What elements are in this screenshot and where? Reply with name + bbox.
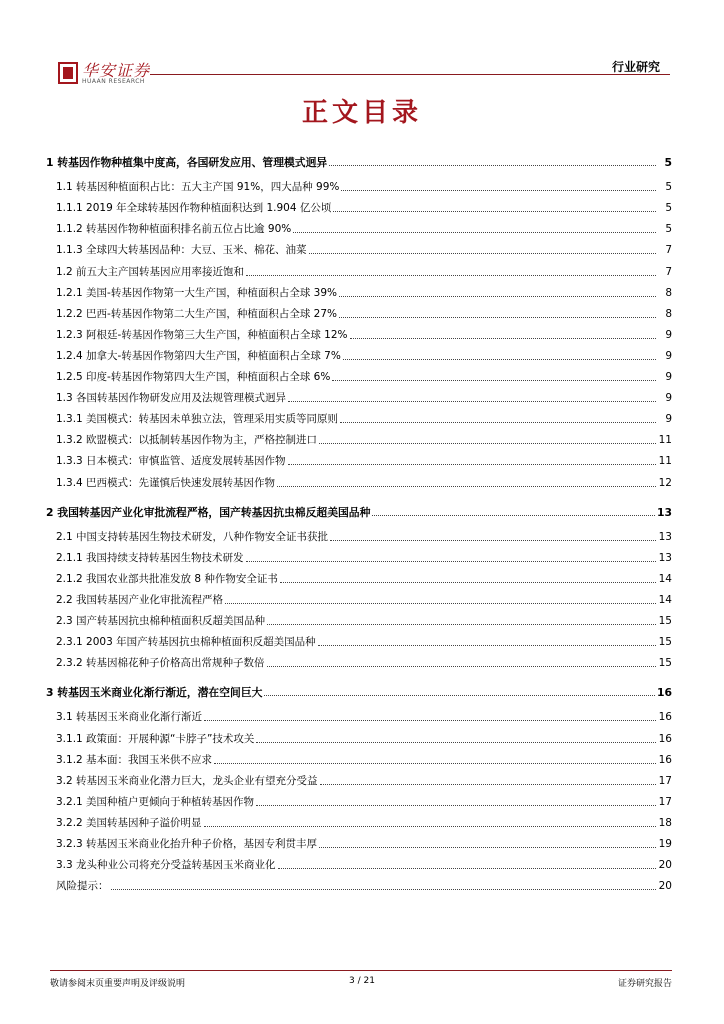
toc-entry-label: 2.1 中国支持转基因生物技术研发，八种作物安全证书获批 (56, 530, 329, 543)
toc-entry-label: 2.2 我国转基因产业化审批流程严格 (56, 593, 224, 606)
toc-leader-dots (329, 165, 656, 166)
header-divider (150, 74, 670, 75)
toc-entry-label: 3.2.3 转基因玉米商业化抬升种子价格，基因专利贯丰厚 (56, 838, 318, 850)
toc-leader-dots (318, 645, 656, 646)
toc-leader-dots (339, 296, 656, 297)
toc-entry[interactable] (46, 746, 672, 767)
toc-entry-label: 1.3.4 巴西模式：先谨慎后快速发展转基因作物 (56, 476, 276, 489)
toc-entry-page: 5 (664, 156, 672, 170)
toc-leader-dots (332, 380, 656, 381)
toc-entry-label: 2 我国转基因产业化审批流程严格，国产转基因抗虫棉反超美国品种 (46, 505, 371, 519)
toc-leader-dots (339, 317, 656, 318)
toc-entry-page: 18 (658, 816, 672, 829)
footer-report-type: 证券研究报告 (617, 979, 672, 989)
footer-divider (50, 970, 672, 971)
toc-entry[interactable] (46, 788, 672, 809)
toc-entry-page: 15 (658, 657, 672, 670)
toc-entry[interactable] (46, 628, 672, 649)
toc-entry-label: 2.3.1 2003 年国产转基因抗虫棉种植面积反超美国品种 (56, 636, 316, 649)
toc-entry-label: 1.1.1 2019 年全球转基因作物种植面积达到 1.904 亿公顷 (56, 202, 332, 215)
toc-entry-label: 2.3 国产转基因抗虫棉种植面积反超美国品种 (56, 615, 266, 628)
toc-entry[interactable] (46, 544, 672, 565)
toc-entry-page: 14 (658, 593, 672, 606)
toc-entry[interactable] (46, 236, 672, 257)
toc-entry-label: 1.3.1 美国模式：转基因未单独立法，管理采用实质等同原则 (56, 413, 339, 426)
toc-entry-page: 8 (665, 307, 672, 320)
toc-leader-dots (246, 275, 656, 276)
toc-entry-page: 13 (656, 505, 672, 519)
toc-entry[interactable] (46, 498, 672, 519)
toc-leader-dots (204, 826, 656, 827)
company-logo-subtitle: HUAAN RESEARCH (82, 78, 145, 85)
toc-entry-page: 13 (658, 530, 672, 543)
toc-entry-page: 15 (658, 636, 672, 649)
company-logo-text: 华安证券 (82, 61, 151, 80)
toc-entry[interactable] (46, 173, 672, 194)
toc-entry[interactable] (46, 586, 672, 607)
toc-entry-page: 9 (665, 392, 672, 405)
toc-entry-page: 14 (658, 572, 672, 585)
toc-leader-dots (256, 805, 656, 806)
toc-entry-label: 1.3.3 日本模式：审慎监管、适度发展转基因作物 (56, 455, 286, 468)
toc-leader-dots (343, 359, 656, 360)
toc-leader-dots (256, 742, 656, 743)
toc-entry[interactable] (46, 148, 672, 169)
toc-leader-dots (214, 763, 656, 764)
toc-entry[interactable] (46, 426, 672, 447)
toc-leader-dots (340, 422, 656, 423)
toc-entry-label: 1.1.2 转基因作物种植面积排名前五位占比逾 90% (56, 223, 292, 236)
toc-entry-page: 5 (665, 223, 672, 236)
toc-entry[interactable] (46, 565, 672, 586)
toc-entry-page: 17 (658, 795, 672, 808)
toc-entry-label: 3.1.1 政策面：开展种源“卡脖子”技术攻关 (56, 732, 255, 745)
toc-entry[interactable] (46, 279, 672, 300)
company-logo-icon (58, 62, 78, 84)
toc-leader-dots (288, 464, 656, 465)
toc-leader-dots (309, 253, 656, 254)
page-title: 正文目录 (301, 98, 422, 128)
toc-entry[interactable] (46, 678, 672, 699)
toc-leader-dots (246, 561, 656, 562)
toc-entry-page: 9 (665, 328, 672, 341)
toc-entry[interactable] (46, 523, 672, 544)
toc-entry-page: 19 (658, 838, 672, 850)
page-number: 3 / 21 (349, 976, 375, 986)
toc-entry-label: 2.1.1 我国持续支持转基因生物技术研发 (56, 551, 244, 564)
toc-entry[interactable] (46, 194, 672, 215)
toc-entry-page: 17 (658, 774, 672, 787)
toc-entry[interactable] (46, 300, 672, 321)
toc-entry-page: 5 (665, 181, 672, 194)
toc-entry-label: 1.2.5 印度-转基因作物第四大生产国，种植面积占全球 6% (56, 371, 331, 384)
toc-entry[interactable] (46, 342, 672, 363)
toc-entry-label: 1.2.4 加拿大-转基因作物第四大生产国，种植面积占全球 7% (56, 349, 341, 362)
toc-entry-page: 20 (658, 859, 672, 872)
toc-leader-dots (225, 603, 656, 604)
toc-entry[interactable] (46, 468, 672, 489)
toc-entry[interactable] (46, 830, 672, 851)
toc-entry-label: 1 转基因作物种植集中度高，各国研发应用、管理模式迥异 (46, 156, 328, 170)
toc-leader-dots (320, 784, 656, 785)
toc-entry-page: 16 (658, 711, 672, 724)
toc-entry-label: 1.1 转基因种植面积占比：五大主产国 91%，四大品种 99% (56, 181, 340, 194)
toc-entry[interactable] (46, 809, 672, 830)
toc-entry-page: 11 (658, 434, 672, 447)
toc-leader-dots (267, 624, 656, 625)
toc-leader-dots (111, 889, 657, 890)
toc-entry-label: 3.2.1 美国种植户更倾向于种植转基因作物 (56, 795, 255, 808)
toc-leader-dots (341, 190, 656, 191)
toc-entry-label: 风险提示： (56, 880, 109, 893)
toc-leader-dots (264, 695, 655, 696)
toc-entry[interactable] (46, 851, 672, 872)
toc-entry-label: 2.1.2 我国农业部共批准发放 8 种作物安全证书 (56, 572, 278, 585)
toc-entry-label: 1.2.3 阿根廷-转基因作物第三大生产国，种植面积占全球 12% (56, 328, 348, 341)
toc-entry-label: 1.1.3 全球四大转基因品种：大豆、玉米、棉花、油菜 (56, 244, 307, 257)
toc-entry-page: 7 (665, 244, 672, 257)
toc-entry-page: 5 (665, 202, 672, 215)
toc-entry[interactable] (46, 607, 672, 628)
toc-entry[interactable] (46, 321, 672, 342)
toc-entry-label: 3.3 龙头种业公司将充分受益转基因玉米商业化 (56, 859, 276, 872)
toc-entry-label: 1.2 前五大主产国转基因应用率接近饱和 (56, 265, 245, 278)
toc-leader-dots (293, 232, 656, 233)
toc-leader-dots (278, 868, 656, 869)
toc-entry-label: 2.3.2 转基因棉花种子价格高出常规种子数倍 (56, 657, 265, 670)
toc-entry-page: 16 (656, 686, 672, 700)
toc-entry-label: 3.1 转基因玉米商业化渐行渐近 (56, 711, 203, 724)
toc-entry-label: 3.2 转基因玉米商业化潜力巨大，龙头企业有望充分受益 (56, 774, 318, 787)
toc-entry-page: 9 (665, 413, 672, 426)
toc-entry-label: 1.3.2 欧盟模式：以抵制转基因作物为主，严格控制进口 (56, 434, 318, 447)
toc-entry[interactable] (46, 405, 672, 426)
toc-entry[interactable] (46, 724, 672, 745)
toc-entry-page: 11 (658, 455, 672, 468)
report-category: 行业研究 (611, 60, 660, 74)
toc-entry-page: 13 (658, 551, 672, 564)
toc-leader-dots (267, 666, 656, 667)
toc-entry[interactable] (46, 257, 672, 278)
toc-entry-page: 16 (658, 732, 672, 745)
page-header (50, 50, 670, 90)
toc-entry[interactable] (46, 215, 672, 236)
toc-entry[interactable] (46, 872, 672, 893)
toc-leader-dots (319, 443, 656, 444)
toc-entry-page: 8 (665, 286, 672, 299)
toc-leader-dots (288, 401, 656, 402)
toc-leader-dots (372, 515, 655, 516)
toc-entry[interactable] (46, 384, 672, 405)
toc-entry-label: 3 转基因玉米商业化渐行渐近，潜在空间巨大 (46, 686, 263, 700)
footer-disclaimer: 敬请参阅末页重要声明及评级说明 (50, 979, 186, 989)
toc-leader-dots (330, 540, 656, 541)
toc-entry-label: 3.2.2 美国转基因种子溢价明显 (56, 816, 202, 829)
toc-entry-page: 15 (658, 615, 672, 628)
toc-entry-page: 7 (665, 265, 672, 278)
toc-entry-label: 1.2.2 巴西-转基因作物第二大生产国，种植面积占全球 27% (56, 307, 338, 320)
toc-leader-dots (333, 211, 656, 212)
toc-entry[interactable] (46, 649, 672, 670)
toc-entry-label: 3.1.2 基本面：我国玉米供不应求 (56, 753, 213, 766)
toc-entry-page: 20 (658, 880, 672, 893)
toc-entry[interactable] (46, 363, 672, 384)
toc-entry-page: 16 (658, 753, 672, 766)
toc-leader-dots (277, 486, 656, 487)
toc-entry-page: 9 (665, 349, 672, 362)
toc-entry-page: 12 (658, 476, 672, 489)
toc-entry[interactable] (46, 767, 672, 788)
toc-entry-page: 9 (665, 371, 672, 384)
toc-entry[interactable] (46, 703, 672, 724)
toc-leader-dots (204, 720, 656, 721)
toc-entry-label: 1.3 各国转基因作物研发应用及法规管理模式迥异 (56, 392, 287, 405)
table-of-contents (46, 148, 672, 893)
toc-entry-label: 1.2.1 美国-转基因作物第一大生产国，种植面积占全球 39% (56, 286, 338, 299)
toc-leader-dots (319, 847, 656, 848)
toc-leader-dots (350, 338, 656, 339)
toc-entry[interactable] (46, 447, 672, 468)
toc-leader-dots (280, 582, 656, 583)
